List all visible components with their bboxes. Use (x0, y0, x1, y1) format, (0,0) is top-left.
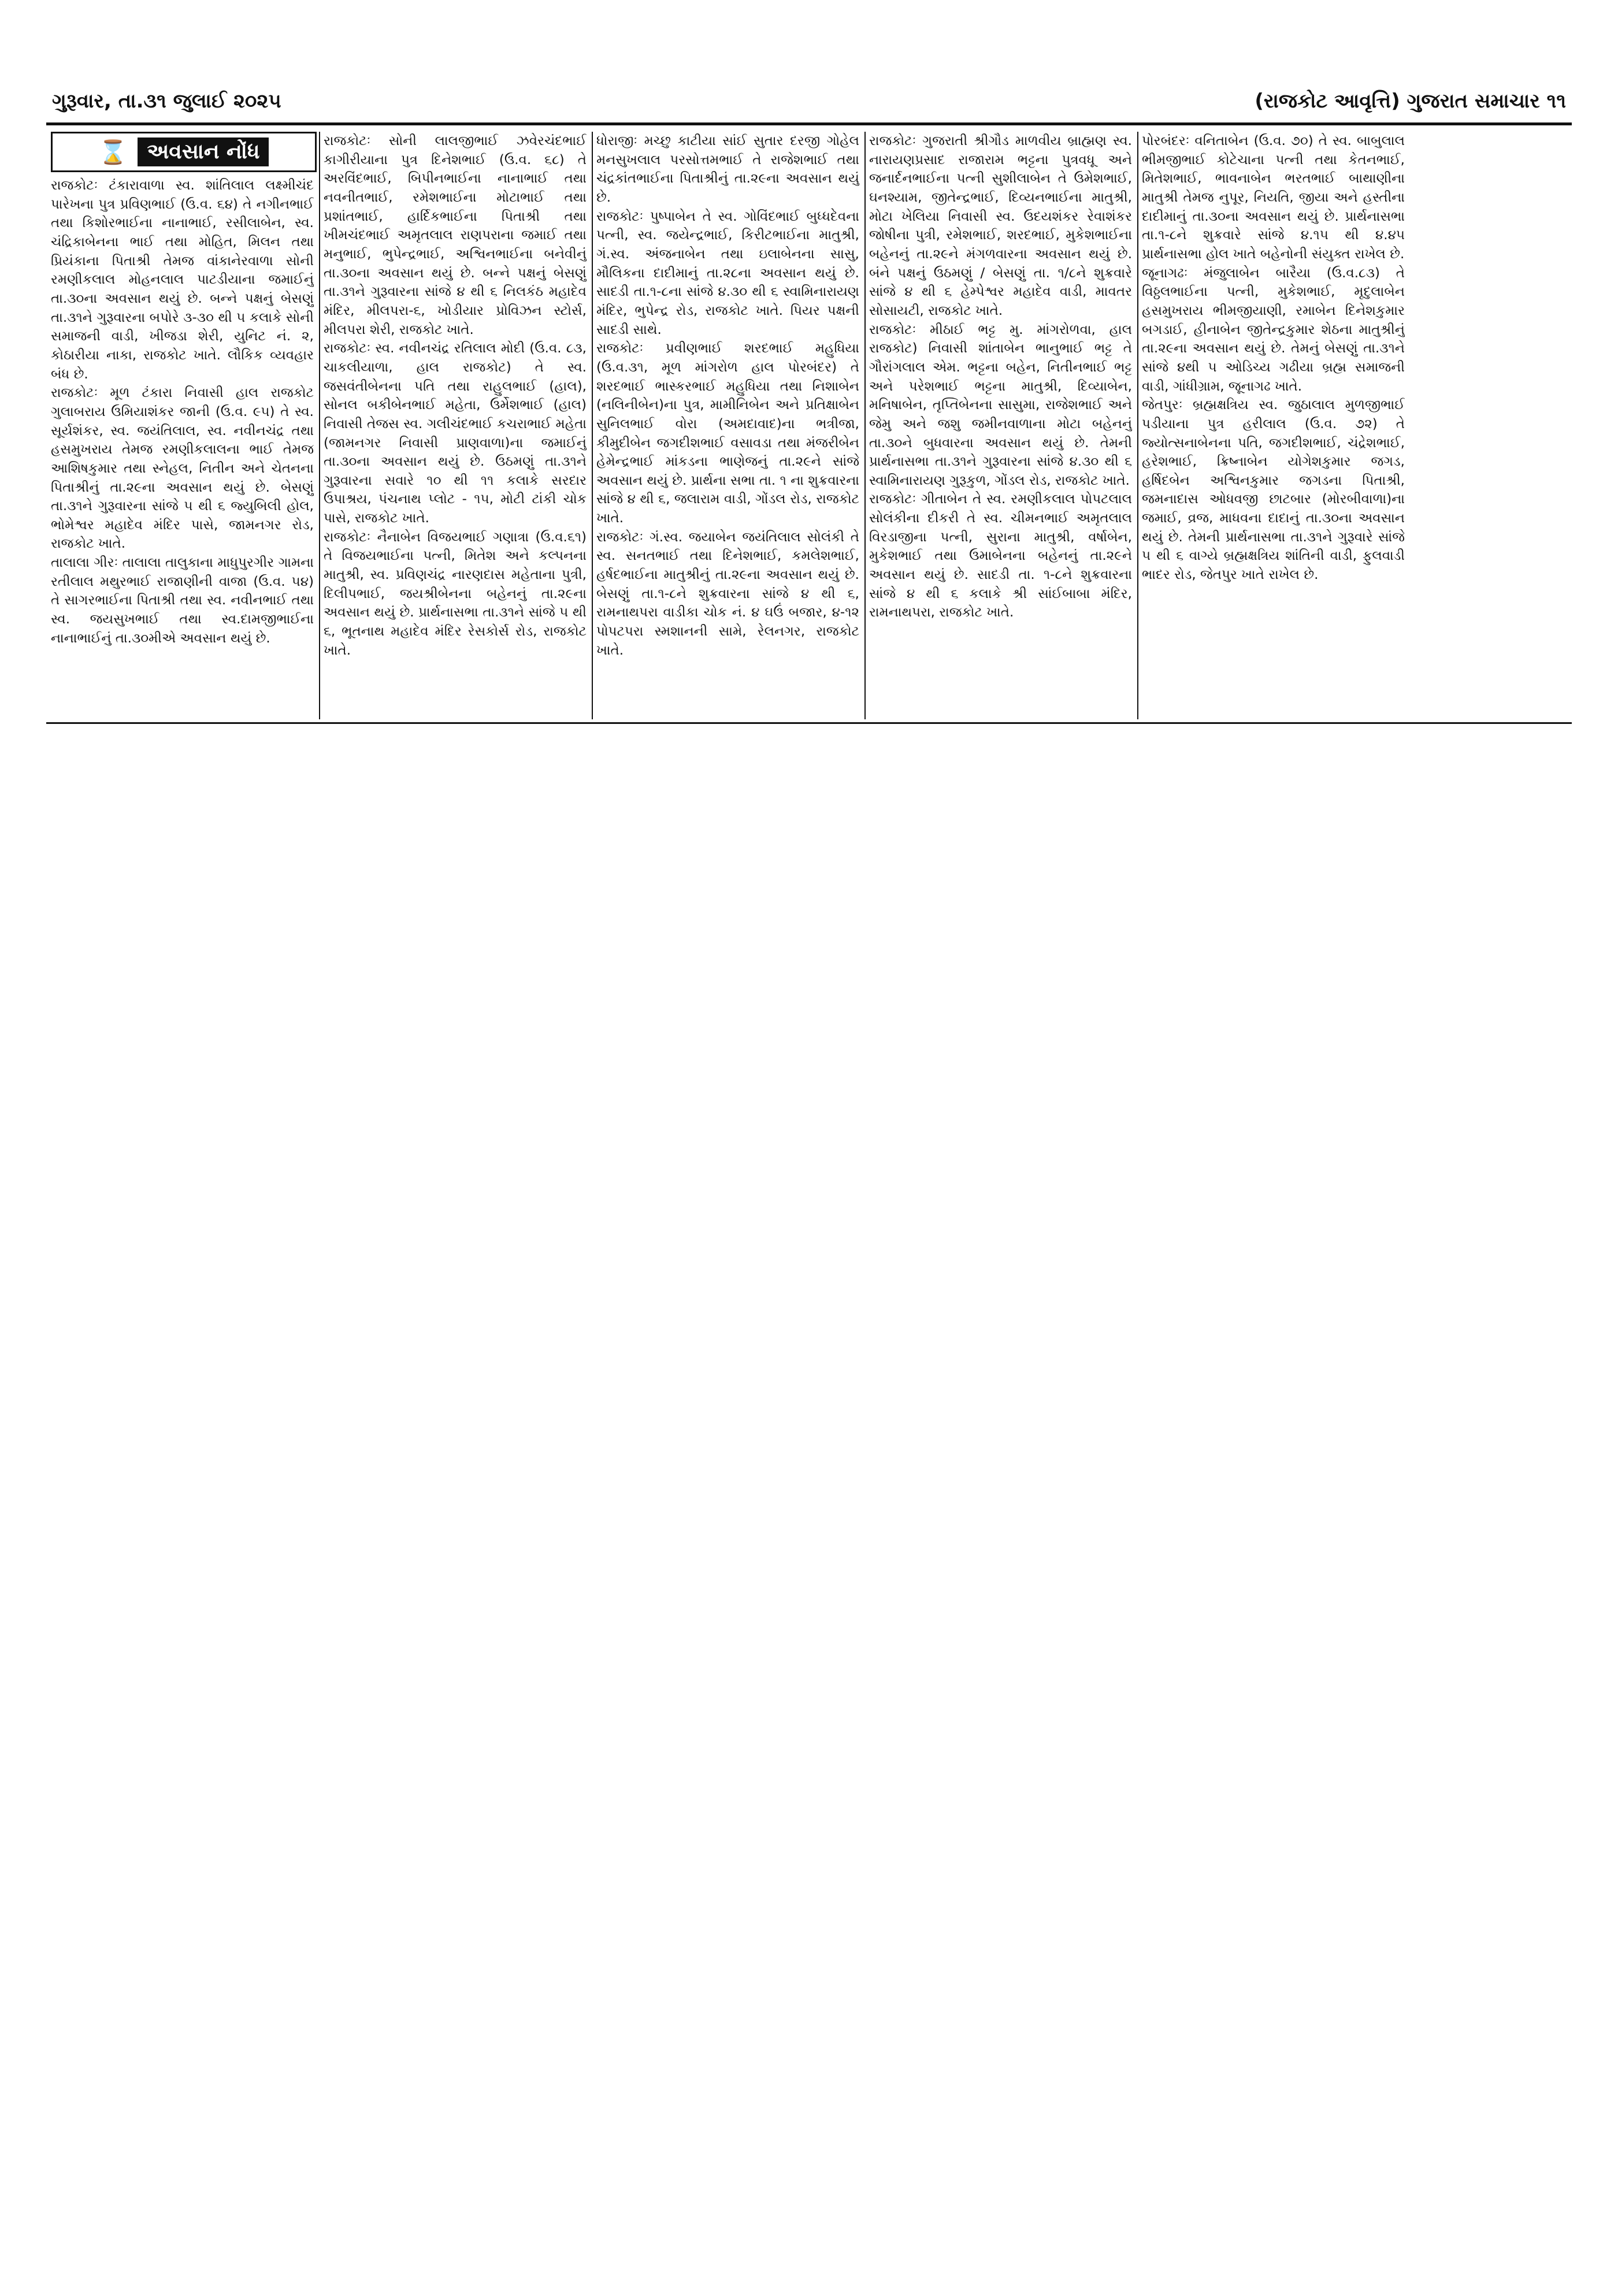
column-divider (319, 132, 320, 719)
column-divider (864, 132, 866, 719)
column-divider (592, 132, 593, 719)
obituary-column-4: રાજકોટઃ ગુજરાતી શ્રીગૌડ માળવીય બ્રાહ્મણ સ્વ. નારાયણપ્રસાદ રાજારામ ભટ્ટના પુત્રવધૂ અને જનાર્દનભાઈના પત્ની સુશીલાબેન તે ઉમેશભાઈ, ઘનશ્યામ, જીતેન્દ્રભાઈ, દિવ્યનભાઈના માતુશ્રી, મોટા ખેલિયા નિવાસી સ્વ. ઉદયશંકર રેવાશંકર જોષીના પુત્રી, રમેશભાઈ, શરદભાઈ, મુકેશભાઈના બહેનનું તા.૨૯ને મંગળવારના અવસાન થયું છે. બંને પક્ષનું ઉઠમણું / બેસણું તા. ૧/૮ને શુક્રવારે સાંજે ૪ થી ૬ હેમ્પેશ્વર મહાદેવ વાડી, માવતર સોસાયટી, રાજકોટ ખાતે. રાજકોટઃ મીઠાઈ ભટ્ટ મુ. માંગરોળવા, હાલ રાજકોટ) નિવાસી શાંતાબેન ભાનુભાઈ ભટ્ટ તે ગૌરાંગલાલ એમ. ભટ્ટના બહેન, નિતીનભાઈ ભટ્ટ અને પરેશભાઈ ભટ્ટના માતુશ્રી, દિવ્યાબેન, મનિષાબેન, તૃપ્તિબેનના સાસુમા, રાજેશભાઈ અને જેમુ અને જશુ જમીનવાળાના મોટા બહેનનું તા.૩૦ને બુધવારના અવસાન થયું છે. તેમની પ્રાર્થનાસભા તા.૩૧ને ગુરૂવારના સાંજે ૪.૩૦ થી ૬ સ્વામિનારાયણ ગુરૂકુળ, ગોંડલ રોડ, રાજકોટ ખાતે. રાજકોટઃ ગીતાબેન તે સ્વ. રમણીકલાલ પોપટલાલ સોલંકીના દીકરી તે સ્વ. ચીમનભાઈ અમૃતલાલ વિરડાજીના પત્ની, સુરાના માતુશ્રી, વર્ષાબેન, મુકેશભાઈ તથા ઉમાબેનના બહેનનું તા.૨૯ને અવસાન થયું છે. સાદડી તા. ૧-૮ને શુક્રવારના સાંજે ૪ થી ૬ કલાકે શ્રી સાંઈબાબા મંદિર, રામનાથપરા, રાજકોટ ખાતે. (869, 133, 1132, 621)
obituary-column-5: પોરબંદરઃ વનિતાબેન (ઉ.વ. ૭૦) તે સ્વ. બાબુલાલ ભીમજીભાઈ કોટેચાના પત્ની તથા કેતનભાઈ, મિતેશભાઈ, ભાવનાબેન ભરતભાઈ બાથાણીના માતુશ્રી તેમજ નુપૂર, નિયતિ, જીયા અને હસ્તીના દાદીમાનું તા.૩૦ના અવસાન થયું છે. પ્રાર્થનાસભા તા.૧-૮ને શુક્રવારે સાંજે ૪.૧૫ થી ૪.૪૫ પ્રાર્થનાસભા હોલ ખાતે બહેનોની સંયુક્ત રાખેલ છે. જૂનાગઢઃ મંજુલાબેન બારૈયા (ઉ.વ.૮૩) તે વિઠ્ઠલભાઈના પત્ની, મુકેશભાઈ, મૃદુલાબેન હસમુખરાય ભીમજીયાણી, રમાબેન દિનેશકુમાર બગડાઈ, હીનાબેન જીતેન્દ્રકુમાર શેઠના માતુશ્રીનું તા.૨૯ના અવસાન થયું છે. તેમનું બેસણું તા.૩૧ને સાંજે ૪થી ૫ ઓડિચ્ય ગઢીયા બ્રહ્મ સમાજની વાડી, ગાંધીગ્રામ, જૂનાગઢ ખાતે. જેતપુરઃ બ્રહ્મક્ષત્રિય સ્વ. જુઠાલાલ મુળજીભાઈ પડીયાના પુત્ર હરીલાલ (ઉ.વ. ૭૨) તે જ્યોત્સનાબેનના પતિ, જગદીશભાઈ, ચંદ્રેશભાઈ, હરેશભાઈ, ક્રિષ્નાબેન યોગેશકુમાર જગડ, હર્ષિદબેન અશ્વિનકુમાર જગડના પિતાશ્રી, જમનાદાસ ઓધવજી છાટબાર (મોરબીવાળા)ના જમાઈ, વ્રજ, માધવના દાદાનું તા.૩૦ના અવસાન થયું છે. તેમની પ્રાર્થનાસભા તા.૩૧ને ગુરૂવારે સાંજે ૫ થી ૬ વાગ્યે બ્રહ્મક્ષત્રિય શાંતિની વાડી, ફુલવાડી ભાદર રોડ, જેતપુર ખાતે રાખેલ છે. (1142, 133, 1405, 583)
page-header (0, 75, 1618, 127)
header-date: ગુરૂવાર, તા.૩૧ જુલાઈ ૨૦૨૫ (52, 90, 281, 113)
column-divider (1137, 132, 1138, 719)
hourglass-icon: ⌛ (98, 139, 128, 166)
obituary-column-3: ધોરાજીઃ મચ્છુ કાટીયા સાંઈ સુતાર દરજી ગોહેલ મનસુખલાલ પરસોત્તમભાઈ તે રાજેશભાઈ તથા ચંદ્રકાંતભાઈના પિતાશ્રીનું તા.૨૯ના અવસાન થયું છે. રાજકોટઃ પુષ્પાબેન તે સ્વ. ગોવિંદભાઈ બુધ્ધદેવના પત્ની, સ્વ. જયેન્દ્રભાઈ, કિરીટભાઈના માતુશ્રી, ગં.સ્વ. અંજનાબેન તથા ઇલાબેનના સાસુ, મૌલિકના દાદીમાનું તા.૨૮ના અવસાન થયું છે. સાદડી તા.૧-૮ના સાંજે ૪.૩૦ થી ૬ સ્વામિનારાયણ મંદિર, ભુપેન્દ્ર રોડ, રાજકોટ ખાતે. પિયર પક્ષની સાદડી સાથે. રાજકોટઃ પ્રવીણભાઈ શરદભાઈ મહુધિયા (ઉ.વ.૩૧, મૂળ માંગરોળ હાલ પોરબંદર) તે શરદભાઈ ભાસ્કરભાઈ મહુધિયા તથા નિશાબેન (નલિનીબેન)ના પુત્ર, મામીનિબેન અને પ્રતિક્ષાબેન સુનિલભાઈ વોરા (અમદાવાદ)ના ભત્રીજા, કીમુદીબેન જગદીશભાઈ વસાવડા તથા મંજરીબેન હેમેન્દ્રભાઈ માંકડના ભાણેજનું તા.૨૯ને સાંજે અવસાન થયું છે. પ્રાર્થના સભા તા. ૧ ના શુક્રવારના સાંજે ૪ થી ૬, જલારામ વાડી, ગોંડલ રોડ, રાજકોટ ખાતે. રાજકોટઃ ગં.સ્વ. જયાબેન જયંતિલાલ સોલંકી તે સ્વ. સનતભાઈ તથા દિનેશભાઈ, કમલેશભાઈ, હર્ષદભાઈના માતુશ્રીનું તા.૨૯ના અવસાન થયું છે. બેસણું તા.૧-૮ને શુક્રવારના સાંજે ૪ થી ૬, રામનાથપરા વાડીકા ચોક નં. ૪ ઘઉં બજાર, ૪-૧૨ પોપટપરા સ્મશાનની સામે, રેલનગર, રાજકોટ ખાતે. (596, 133, 859, 658)
obituary-section-title (51, 132, 317, 172)
section-rule (46, 722, 1572, 724)
obituary-column-2: રાજકોટઃ સોની લાલજીભાઈ ઝવેરચંદભાઈ કાગીરીયાના પુત્ર દિનેશભાઈ (ઉ.વ. ૬૮) તે અરવિંદભાઈ, બિપીનભાઈના નાનાભાઈ તથા નવનીતભાઈ, રમેશભાઈના મોટાભાઈ તથા પ્રશાંતભાઈ, હાર્દિકભાઈના પિતાશ્રી તથા ખીમચંદભાઈ અમૃતલાલ રાણપરાના જમાઈ તથા મનુભાઈ, ભુપેન્દ્રભાઈ, અશ્વિનભાઈના બનેવીનું તા.૩૦ના અવસાન થયું છે. બન્ને પક્ષનું બેસણું તા.૩૧ને ગુરૂવારના સાંજે ૪ થી ૬ નિલકંઠ મહાદેવ મંદિર, મીલપરા-૬, ખોડીયાર પ્રોવિઝન સ્ટોર્સ, મીલપરા શેરી, રાજકોટ ખાતે. રાજકોટઃ સ્વ. નવીનચંદ્ર રતિલાલ મોદી (ઉ.વ. ૮૩, ચાકલીયાળા, હાલ રાજકોટ) તે સ્વ. જસવંતીબેનના પતિ તથા રાહુલભાઈ (હાલ), સોનલ બકીબેનભાઈ મહેતા, ઉર્મેશભાઈ (હાલ) નિવાસી તેજસ સ્વ. ગલીચંદભાઈ કચરાભાઈ મહેતા (જામનગર નિવાસી પ્રાણવાળા)ના જમાઈનું તા.૩૦ના અવસાન થયું છે. ઉઠમણું તા.૩૧ને ગુરૂવારના સવારે ૧૦ થી ૧૧ કલાકે સરદાર ઉપાશ્રય, પંચનાથ પ્લોટ - ૧૫, મોટી ટાંકી ચોક પાસે, રાજકોટ ખાતે. રાજકોટઃ નૈનાબેન વિજયભાઈ ગણાત્રા (ઉ.વ.૬૧) તે વિજયભાઈના પત્ની, મિતેશ અને કલ્પનના માતુશ્રી, સ્વ. પ્રવિણચંદ્ર નારણદાસ મહેતાના પુત્રી, દિલીપભાઈ, જયશ્રીબેનના બહેનનું તા.૨૯ના અવસાન થયું છે. પ્રાર્થનાસભા તા.૩૧ને સાંજે ૫ થી ૬, ભૂતનાથ મહાદેવ મંદિર રેસકોર્સ રોડ, રાજકોટ ખાતે. (324, 133, 587, 658)
obituary-column-1: રાજકોટઃ ટંકારાવાળા સ્વ. શાંતિલાલ લક્ષ્મીચંદ પારેખના પુત્ર પ્રવિણભાઈ (ઉ.વ. ૬૪) તે નગીનભાઈ તથા કિશોરભાઈના નાનાભાઈ, રસીલાબેન, સ્વ. ચંદ્રિકાબેનના ભાઈ તથા મોહિત, મિલન તથા પ્રિયંકાના પિતાશ્રી તેમજ વાંકાનેરવાળા સોની રમણીકલાલ મોહનલાલ પાટડીયાના જમાઈનું તા.૩૦ના અવસાન થયું છે. બન્ને પક્ષનું બેસણું તા.૩૧ને ગુરૂવારના બપોરે ૩-૩૦ થી ૫ કલાકે સોની સમાજની વાડી, ખીજડા શેરી, યુનિટ નં. ૨, કોઠારીયા નાકા, રાજકોટ ખાતે. લૌકિક વ્યવહાર બંધ છે. રાજકોટઃ મૂળ ટંકારા નિવાસી હાલ રાજકોટ ગુલાબરાય ઉમિયાશંકર જાની (ઉ.વ. ૯૫) તે સ્વ. સૂર્યશંકર, સ્વ. જયંતિલાલ, સ્વ. નવીનચંદ્ર તથા હસમુખરાય તેમજ રમણીકલાલના ભાઈ તેમજ આશિષકુમાર તથા સ્નેહલ, નિતીન અને ચેતનના પિતાશ્રીનું તા.૨૯ના અવસાન થયું છે. બેસણું તા.૩૧ને ગુરૂવારના સાંજે ૫ થી ૬ જ્યુબિલી હોલ, ભોમેશ્વર મહાદેવ મંદિર પાસે, જામનગર રોડ, રાજકોટ ખાતે. તાલાલા ગીરઃ તાલાલા તાલુકાના માધુપુરગીર ગામના રતીલાલ મથુરભાઈ રાજાણીની વાજા (ઉ.વ. ૫૪) તે સાગરભાઈના પિતાશ્રી તથા સ્વ. નવીનભાઈ તથા સ્વ. જયસુખભાઈ તથા સ્વ.દામજીભાઈના નાનાભાઈનું તા.૩૦મીએ અવસાન થયું છે. (51, 178, 314, 646)
section-title-text: અવસાન નોંધ (138, 138, 269, 166)
header-rule (46, 122, 1572, 125)
header-edition: (રાજકોટ આવૃત્તિ) ગુજરાત સમાચાર ૧૧ (1255, 90, 1566, 113)
